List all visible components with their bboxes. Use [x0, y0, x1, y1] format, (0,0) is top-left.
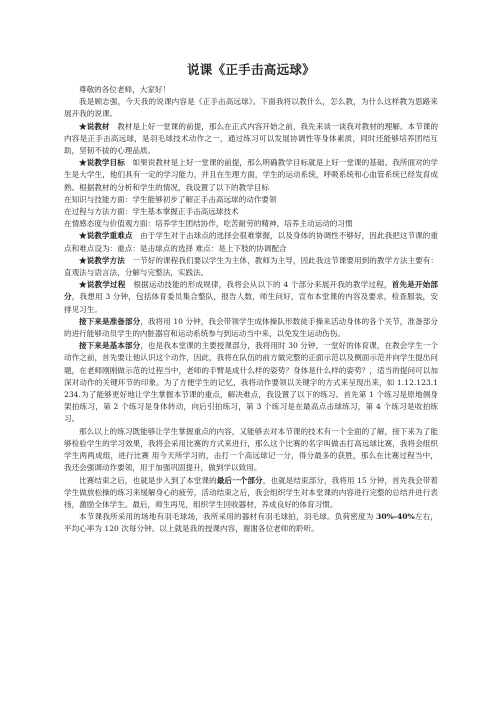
bold-text: 接下来是基本部分: [79, 341, 141, 351]
paragraph: [64, 426, 438, 475]
text-run: 如果说教材是上好一堂课的前提，那么明确教学目标就是上好一堂课的基础。我所面对的学生是大学生，他们具有一定的学习能力，并且在生理方面，学生的运动系统，呼吸系统和心血管系统已经发育成熟。根据教材的分析和学生的情况，我设置了以下的教学目标: [64, 158, 439, 192]
bold-text: 首先是开始部分: [64, 280, 439, 302]
bold-text: 接下来是准备部分: [79, 316, 141, 326]
paragraph: [64, 194, 438, 206]
bold-text: ★说教材: [79, 121, 110, 131]
text-run: ，我想用 3 分钟，包括体育委员集合整队，报告人数，师生问好，宣布本堂课的内容及要求，检查服装，安排见习生。: [64, 292, 438, 314]
document-body: [64, 84, 438, 536]
text-run: 根据运动技能的形成规律，我将会从以下的 4 个部分来展开我的教学过程，: [125, 280, 392, 290]
paragraph: [64, 316, 438, 340]
text-run: 比赛结束之后，也就是步入到了本堂课的: [79, 475, 217, 485]
bold-text: ★说教学过程: [79, 280, 126, 290]
paragraph: [64, 121, 438, 158]
text-run: ，也是我本堂课的主要授课部分，我将用时 30 分钟，一堂好的体育课，在教会学生一个动作之前，首先要让他认识这个动作，因此，我将在队伍的前方做完整的正面示范以及侧面示范并向学生提出问题，在老师刚刚做示范的过程当中，老师的手臂是成什么样的姿势？身体是什么样的姿势？，适当的提问可以加深对动作的关键环节的印象。为了方便学生的记忆，我将动作要领以关键字的方式来呈现出来，如 1.12.123.1234.为了能够更好地让学生掌握本节课的重点，解决难点，我设置了以下的练习。首先第 1 个练习是原地侧身架拍练习，第 2 个练习是身体转动，向后引拍练习，第 3 个练习是在最高点击球练习，第 4 个练习是收拍练习。: [64, 341, 438, 424]
paragraph: [64, 218, 438, 230]
bold-text: ★说教学重难点: [79, 231, 133, 241]
paragraph: [64, 511, 438, 535]
text-run: 那么以上的练习既能够让学生掌握重点的内容，又能够去对本节课的技术有一个全面的了解，接下来为了能够检验学生的学习效果，我将会采用比赛的方式来进行，那么这个比赛的名字叫做击打高远球比赛，我将会组织学生两两成组，进行比赛 用今天所学习的，击打一个高远球记一分，得分最多的获胜，那么在比赛过程当中，我还会强调动作要领，用于加强巩固提升，做到学以致用。: [64, 426, 438, 473]
text-run: 本节课我所采用的场地有羽毛球场，我所采用的器材有羽毛球拍，羽毛球。负荷密度为: [79, 512, 377, 522]
bold-text: ★说教学方法: [79, 255, 125, 265]
paragraph: [64, 475, 438, 512]
paragraph: [64, 84, 438, 96]
bold-text: 最后一个部分: [216, 475, 263, 485]
text-run: 教材是上好一堂课的前提，那么在正式内容开始之前，我先来谈一谈我对教材的理解。本节课的内容是正手击高远球，是羽毛球技术动作之一，通过练习可以发展协调性等身体素质，同时还能够培养团结互助，坚韧不拔的心理品质。: [64, 121, 439, 156]
paragraph: [64, 230, 438, 254]
paragraph: [64, 96, 438, 120]
text-run: 在知识与技能方面：学生能够初步了解正手击高远球的动作要领: [64, 194, 277, 204]
paragraph: [64, 255, 438, 279]
text-run: 左右，平均心率为 120 次每分钟。以上就是我的授课内容，谢谢各位老师的聆听。: [64, 512, 438, 534]
bold-text: 30%-40%: [376, 512, 415, 522]
paragraph: [64, 206, 438, 218]
text-run: 尊敬的各位老师，大家好！: [79, 85, 171, 94]
text-run: 由于学生对于击球点的选择会很难掌握，以及身体的协调性不够好，因此我把这节课的重点和难点设为：重点：是击球点的选择 难点：是上下肢的协调配合: [64, 231, 439, 253]
text-run: 在过程与方法方面：学生基本掌握正手击高远球技术: [64, 207, 239, 217]
text-run: 一节好的课程我们要以学生为主体，教师为主导，因此我这节课要用到的教学方法主要有：直观法与语言法，分解与完整法，实践法。: [64, 255, 439, 278]
document-title: 说课《正手击高远球》: [186, 62, 315, 77]
bold-text: ★说教学目标: [79, 158, 125, 168]
paragraph: [64, 279, 438, 316]
text-run: ，我将用 10 分钟，我会带领学生成体操队形数徒手操来活动身体的各个关节，准备部分的进行能够动员学生的内脏器官和运动系统参与到运动当中来，以免发生运动伤伤。: [64, 316, 438, 339]
text-run: 我是顾志强，今天我的说课内容是《正手击高远球》。下面我将以教什么，怎么教，为什么这样教为思路来展开我的说课。: [64, 97, 438, 119]
text-run: ，也就是结束部分，我将用 15 分钟，首先我会带着学生做放松操的练习来缓解身心的疲劳，活动结束之后，我会组织学生对本堂课的内容进行完整的总结并进行表扬，激励全体学生。最后，师生再见，组织学生回收器材，养成良好的体育习惯。: [64, 475, 439, 509]
text-run: 在情感态度与价值观方面：培养学生团结协作，吃苦耐劳的精神，培养主动运动的习惯: [64, 219, 353, 229]
paragraph: [64, 157, 438, 194]
paragraph: [64, 340, 438, 425]
